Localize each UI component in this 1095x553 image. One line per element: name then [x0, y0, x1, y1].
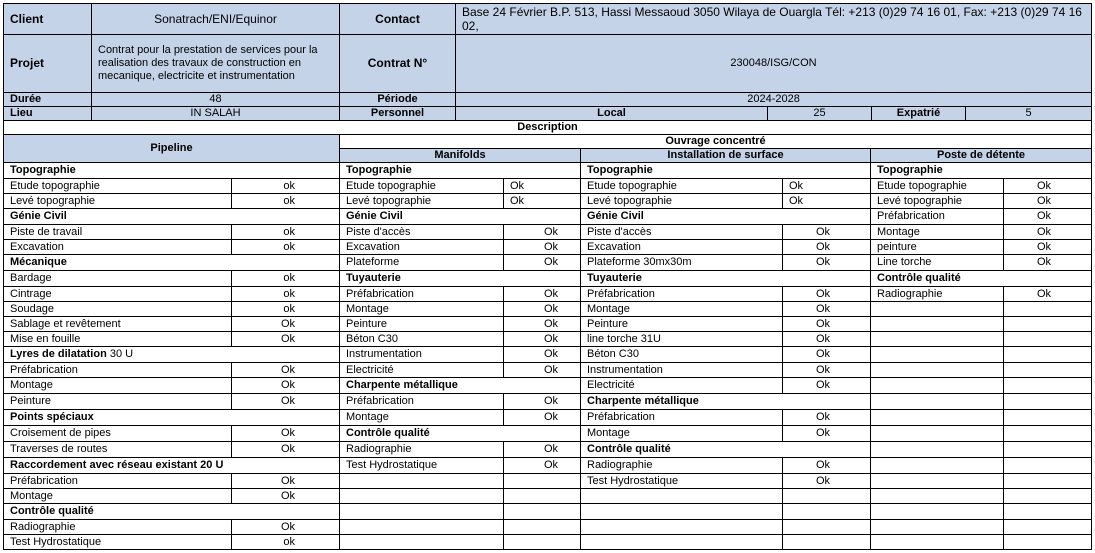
table-row [4, 520, 1092, 535]
manifolds-item-status [504, 489, 581, 504]
header-table [3, 3, 1092, 93]
table-row [4, 255, 1092, 271]
poste-item-label [871, 347, 1004, 363]
manifolds-item-status [504, 504, 581, 520]
poste-item-label [871, 520, 1004, 535]
table-row [4, 474, 1092, 489]
pipeline-section-heading: Lyres de dilatation 30 U [4, 347, 340, 363]
poste-item-status [1004, 442, 1092, 458]
manifolds-item-label: Instrumentation [340, 347, 504, 363]
poste-item-status: Ok [1004, 179, 1092, 194]
poste-item-label [871, 317, 1004, 332]
installation-item-status: Ok [783, 410, 871, 426]
installation-item-status: Ok [783, 458, 871, 474]
installation-item-label: Préfabrication [581, 410, 783, 426]
table-row [4, 347, 1092, 363]
installation-section-heading: Génie Civil [581, 209, 871, 225]
installation-item-label: Peinture [581, 317, 783, 332]
poste-item-status: Ok [1004, 240, 1092, 255]
poste-item-status [1004, 302, 1092, 317]
manifolds-item-status: Ok [504, 347, 581, 363]
poste-item-status [1004, 535, 1092, 550]
client-value: Sonatrach/ENI/Equinor [92, 4, 340, 35]
table-row [4, 504, 1092, 520]
table-row [4, 426, 1092, 442]
duree-value: 48 [92, 93, 340, 107]
description-table [3, 120, 1092, 550]
pipeline-item-status: ok [232, 302, 340, 317]
poste-item-status [1004, 474, 1092, 489]
poste-item-label: Etude topographie [871, 179, 1004, 194]
pipeline-item-label: Préfabrication [4, 363, 232, 378]
poste-item-status [1004, 317, 1092, 332]
manifolds-item-status: Ok [504, 394, 581, 410]
poste-item-status [1004, 489, 1092, 504]
duree-label: Durée [4, 93, 92, 107]
poste-item-label [871, 394, 1004, 410]
manifolds-item-label: Montage [340, 302, 504, 317]
client-label: Client [4, 4, 92, 35]
pipeline-section-heading: Raccordement avec réseau existant 20 U [4, 458, 340, 474]
table-row [4, 317, 1092, 332]
pipeline-item-label: Préfabrication [4, 474, 232, 489]
pipeline-item-status: ok [232, 271, 340, 287]
installation-item-label: Montage [581, 426, 783, 442]
pipeline-item-label: Etude topographie [4, 179, 232, 194]
installation-item-label: Levé topographie [581, 194, 783, 209]
pipeline-item-status: Ok [232, 378, 340, 394]
pipeline-item-status: ok [232, 240, 340, 255]
installation-section-heading: Topographie [581, 163, 871, 179]
installation-item-status: Ok [783, 240, 871, 255]
installation-item-status: Ok [783, 363, 871, 378]
poste-item-label: Préfabrication [871, 209, 1004, 225]
installation-item-label: Electricité [581, 378, 783, 394]
poste-item-status: Ok [1004, 287, 1092, 302]
manifolds-item-label [340, 504, 504, 520]
projet-label: Projet [4, 35, 92, 93]
poste-item-status [1004, 394, 1092, 410]
pipeline-item-label: Sablage et revêtement [4, 317, 232, 332]
table-row [4, 194, 1092, 209]
pipeline-item-label: Peinture [4, 394, 232, 410]
pipeline-item-label: Piste de travail [4, 225, 232, 240]
installation-item-status [783, 535, 871, 550]
poste-item-label: Radiographie [871, 287, 1004, 302]
poste-item-label: Line torche [871, 255, 1004, 271]
manifolds-item-status: Ok [504, 255, 581, 271]
installation-section-heading: Charpente métallique [581, 394, 871, 410]
manifolds-item-label: Test Hydrostatique [340, 458, 504, 474]
poste-item-status [1004, 363, 1092, 378]
poste-item-label [871, 458, 1004, 474]
poste-item-label [871, 535, 1004, 550]
pipeline-item-label: Levé topographie [4, 194, 232, 209]
pipeline-section-heading: Points spéciaux [4, 410, 340, 426]
installation-item-label [581, 504, 783, 520]
lieu-value: IN SALAH [92, 107, 340, 121]
installation-item-label: Montage [581, 302, 783, 317]
periode-label: Période [340, 93, 456, 107]
poste-item-status: Ok [1004, 194, 1092, 209]
manifolds-item-status: Ok [504, 410, 581, 426]
pipeline-heading: Pipeline [4, 135, 340, 163]
pipeline-item-status: ok [232, 535, 340, 550]
manifolds-item-status: Ok [504, 287, 581, 302]
table-row [4, 287, 1092, 302]
manifolds-section-heading: Contrôle qualité [340, 426, 581, 442]
poste-item-status [1004, 426, 1092, 442]
manifolds-item-status [504, 474, 581, 489]
manifolds-item-label: Peinture [340, 317, 504, 332]
pipeline-item-status: Ok [232, 520, 340, 535]
manifolds-item-status: Ok [504, 179, 581, 194]
pipeline-section-heading: Contrôle qualité [4, 504, 340, 520]
installation-item-status: Ok [783, 302, 871, 317]
pipeline-item-label: Croisement de pipes [4, 426, 232, 442]
table-row [4, 240, 1092, 255]
table-row [4, 442, 1092, 458]
pipeline-item-status: ok [232, 225, 340, 240]
installation-item-label [581, 520, 783, 535]
poste-item-status [1004, 520, 1092, 535]
manifolds-item-label: Montage [340, 410, 504, 426]
installation-item-status [783, 504, 871, 520]
table-row [4, 394, 1092, 410]
table-row [4, 209, 1092, 225]
pipeline-item-label: Radiographie [4, 520, 232, 535]
pipeline-item-status: Ok [232, 317, 340, 332]
poste-item-label [871, 474, 1004, 489]
manifolds-item-label [340, 489, 504, 504]
pipeline-item-status: Ok [232, 442, 340, 458]
installation-item-status: Ok [783, 287, 871, 302]
manifolds-item-status: Ok [504, 194, 581, 209]
table-row [4, 489, 1092, 504]
manifolds-item-label: Préfabrication [340, 394, 504, 410]
manifolds-section-heading: Topographie [340, 163, 581, 179]
manifolds-item-status [504, 535, 581, 550]
pipeline-item-status: Ok [232, 394, 340, 410]
poste-item-status [1004, 458, 1092, 474]
installation-item-status: Ok [783, 179, 871, 194]
manifolds-section-heading: Génie Civil [340, 209, 581, 225]
pipeline-item-status: Ok [232, 474, 340, 489]
poste-item-label [871, 363, 1004, 378]
poste-section-heading: Topographie [871, 163, 1092, 179]
pipeline-item-label: Mise en fouille [4, 332, 232, 347]
installation-item-label: Radiographie [581, 458, 783, 474]
poste-section-heading: Contrôle qualité [871, 271, 1092, 287]
local-value: 25 [768, 107, 872, 121]
contact-value: Base 24 Février B.P. 513, Hassi Messaoud 3050 Wilaya de Ouargla Tél: +213 (0)29 74 16 01, Fax: +213 (0)29 74 16 02, [456, 4, 1092, 35]
table-row [4, 179, 1092, 194]
manifolds-item-label: Plateforme [340, 255, 504, 271]
installation-item-status [783, 520, 871, 535]
poste-item-status [1004, 504, 1092, 520]
installation-item-label: Instrumentation [581, 363, 783, 378]
installation-item-status: Ok [783, 194, 871, 209]
poste-item-label [871, 442, 1004, 458]
table-row [4, 378, 1092, 394]
poste-item-status [1004, 410, 1092, 426]
installation-item-label: Plateforme 30mx30m [581, 255, 783, 271]
installation-item-status: Ok [783, 255, 871, 271]
manifolds-item-status: Ok [504, 332, 581, 347]
pipeline-item-label: Bardage [4, 271, 232, 287]
manifolds-section-heading: Tuyauterie [340, 271, 581, 287]
reference-sheet [3, 3, 1091, 550]
expatrie-value: 5 [966, 107, 1092, 121]
table-row [4, 458, 1092, 474]
installation-item-label: Test Hydrostatique [581, 474, 783, 489]
poste-heading: Poste de détente [871, 149, 1092, 163]
table-row [4, 302, 1092, 317]
installation-item-status [783, 489, 871, 504]
installation-item-status: Ok [783, 317, 871, 332]
manifolds-item-label [340, 474, 504, 489]
projet-value: Contrat pour la prestation de services pour la realisation des travaux de construction en mecanique, electricite et instrumentation [92, 35, 340, 93]
installation-item-label: line torche 31U [581, 332, 783, 347]
poste-item-label: Montage [871, 225, 1004, 240]
installation-item-status: Ok [783, 347, 871, 363]
installation-heading: Installation de surface [581, 149, 871, 163]
poste-item-label [871, 426, 1004, 442]
installation-item-status: Ok [783, 332, 871, 347]
poste-item-label [871, 378, 1004, 394]
table-row [4, 332, 1092, 347]
installation-item-label: Piste d'accès [581, 225, 783, 240]
installation-item-label [581, 535, 783, 550]
pipeline-section-heading: Mécanique [4, 255, 340, 271]
manifolds-item-label: Béton C30 [340, 332, 504, 347]
poste-item-label: Levé topographie [871, 194, 1004, 209]
pipeline-section-heading: Topographie [4, 163, 340, 179]
installation-item-label [581, 489, 783, 504]
expatrie-label: Expatrié [872, 107, 966, 121]
manifolds-item-status: Ok [504, 225, 581, 240]
periode-value: 2024-2028 [456, 93, 1092, 107]
pipeline-item-status: Ok [232, 426, 340, 442]
info-table [3, 92, 1092, 121]
table-row [4, 225, 1092, 240]
table-row [4, 535, 1092, 550]
poste-item-status: Ok [1004, 209, 1092, 225]
pipeline-item-status: Ok [232, 489, 340, 504]
installation-item-label: Préfabrication [581, 287, 783, 302]
installation-item-label: Béton C30 [581, 347, 783, 363]
local-label: Local [456, 107, 768, 121]
pipeline-item-status: Ok [232, 363, 340, 378]
manifolds-item-status: Ok [504, 363, 581, 378]
manifolds-item-label [340, 520, 504, 535]
manifolds-item-label: Excavation [340, 240, 504, 255]
poste-item-label [871, 489, 1004, 504]
description-rows [4, 163, 1092, 550]
lieu-label: Lieu [4, 107, 92, 121]
pipeline-item-label: Excavation [4, 240, 232, 255]
installation-item-status: Ok [783, 474, 871, 489]
pipeline-section-heading-text: Lyres de dilatation [10, 348, 107, 360]
pipeline-item-status: Ok [232, 332, 340, 347]
poste-item-status [1004, 332, 1092, 347]
poste-item-status [1004, 378, 1092, 394]
table-row [4, 410, 1092, 426]
poste-item-status: Ok [1004, 225, 1092, 240]
manifolds-item-status [504, 520, 581, 535]
manifolds-heading: Manifolds [340, 149, 581, 163]
contrat-value: 230048/ISG/CON [456, 35, 1092, 93]
installation-item-status: Ok [783, 378, 871, 394]
manifolds-item-status: Ok [504, 442, 581, 458]
manifolds-item-status: Ok [504, 458, 581, 474]
pipeline-item-status: ok [232, 179, 340, 194]
installation-item-status: Ok [783, 225, 871, 240]
pipeline-item-label: Traverses de routes [4, 442, 232, 458]
description-heading: Description [4, 121, 1092, 135]
manifolds-section-heading: Charpente métallique [340, 378, 581, 394]
manifolds-item-label: Préfabrication [340, 287, 504, 302]
ouvrage-heading: Ouvrage concentré [340, 135, 1092, 149]
poste-item-label [871, 410, 1004, 426]
poste-item-label: peinture [871, 240, 1004, 255]
manifolds-item-status: Ok [504, 302, 581, 317]
poste-item-label [871, 504, 1004, 520]
pipeline-item-label: Soudage [4, 302, 232, 317]
poste-item-label [871, 332, 1004, 347]
personnel-label: Personnel [340, 107, 456, 121]
pipeline-item-label: Test Hydrostatique [4, 535, 232, 550]
pipeline-item-label: Montage [4, 489, 232, 504]
manifolds-item-label: Electricité [340, 363, 504, 378]
table-row [4, 363, 1092, 378]
contrat-label: Contrat N° [340, 35, 456, 93]
poste-item-label [871, 302, 1004, 317]
table-row [4, 271, 1092, 287]
poste-item-status [1004, 347, 1092, 363]
pipeline-item-label: Montage [4, 378, 232, 394]
installation-item-status: Ok [783, 426, 871, 442]
pipeline-section-heading: Génie Civil [4, 209, 340, 225]
manifolds-item-label: Piste d'accès [340, 225, 504, 240]
manifolds-item-label [340, 535, 504, 550]
pipeline-item-status: ok [232, 194, 340, 209]
manifolds-item-status: Ok [504, 317, 581, 332]
manifolds-item-status: Ok [504, 240, 581, 255]
installation-item-label: Etude topographie [581, 179, 783, 194]
poste-item-status: Ok [1004, 255, 1092, 271]
table-row [4, 163, 1092, 179]
installation-section-heading: Contrôle qualité [581, 442, 871, 458]
manifolds-item-label: Radiographie [340, 442, 504, 458]
manifolds-item-label: Etude topographie [340, 179, 504, 194]
installation-item-label: Excavation [581, 240, 783, 255]
contact-label: Contact [340, 4, 456, 35]
manifolds-item-label: Levé topographie [340, 194, 504, 209]
installation-section-heading: Tuyauterie [581, 271, 871, 287]
pipeline-item-status: ok [232, 287, 340, 302]
pipeline-item-label: Cintrage [4, 287, 232, 302]
